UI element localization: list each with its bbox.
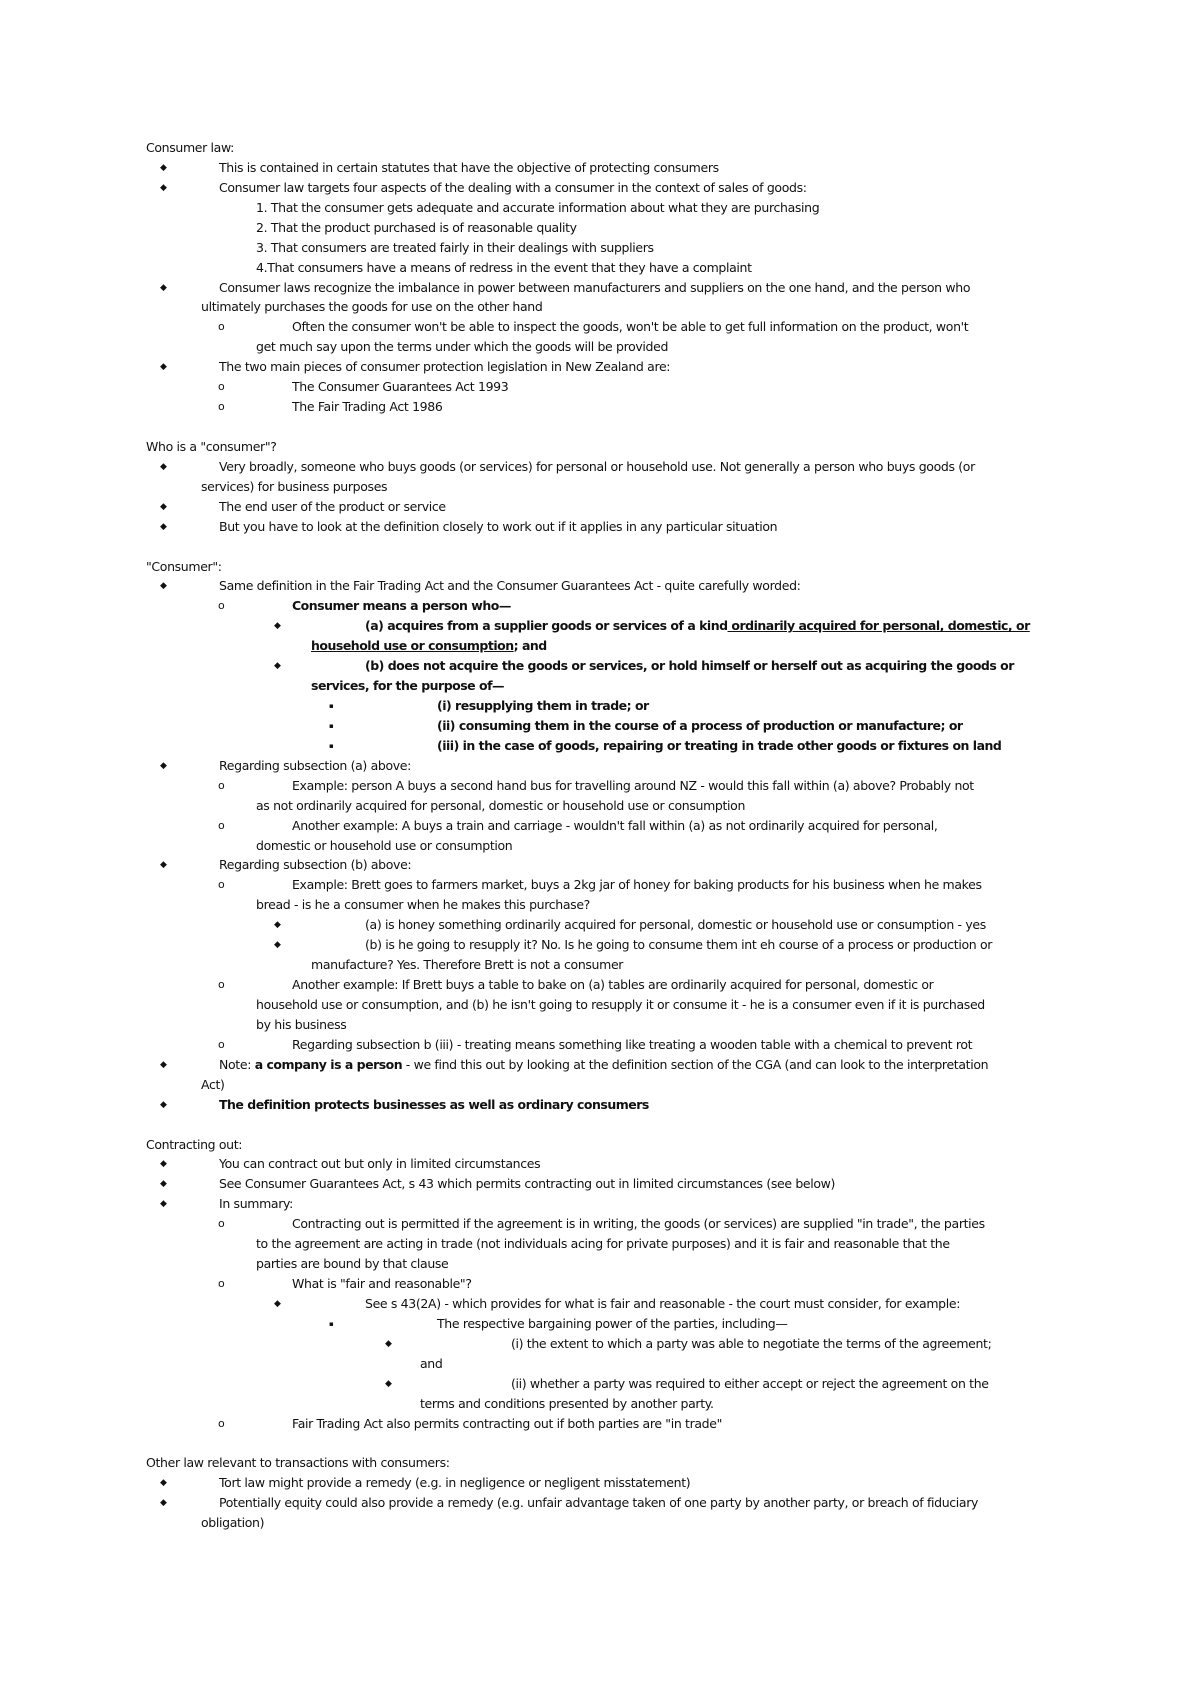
diamond-bullet-icon: ◆ [274, 621, 281, 632]
text-run: to the agreement are acting in trade (not individuals acing for private purposes) and it is fair and reasonable that the [256, 1236, 950, 1252]
list-item-text [219, 1473, 690, 1493]
square-bullet-icon: ▪ [329, 721, 334, 730]
text-run: (a) is honey something ordinarily acquired for personal, domestic or household use or consumption - yes [365, 917, 986, 933]
list-item-text [219, 1154, 540, 1174]
list-item-text [219, 1095, 649, 1115]
list-item-text [437, 716, 963, 736]
diamond-bullet-icon: ◆ [385, 1338, 392, 1349]
text-run: The two main pieces of consumer protection legislation in New Zealand are: [219, 359, 671, 375]
list-item-text [219, 756, 411, 776]
text-run: (i) resupplying them in trade; or [437, 698, 649, 714]
list-item-text [365, 915, 986, 935]
text-run: Example: Brett goes to farmers market, buys a 2kg jar of honey for baking products for his business when he makes [292, 877, 982, 893]
diamond-bullet-icon: ◆ [160, 1199, 167, 1210]
text-run: The Consumer Guarantees Act 1993 [292, 379, 509, 395]
text-run: Contracting out is permitted if the agreement is in writing, the goods (or services) are supplied "in trade", the parties [292, 1216, 985, 1232]
diamond-bullet-icon: ◆ [160, 1478, 167, 1489]
text-run: (a) acquires from a supplier goods or services of a kind [365, 618, 728, 634]
list-item-text [256, 1234, 950, 1254]
list-item-text [511, 1374, 989, 1394]
square-bullet-icon: ▪ [329, 1319, 334, 1328]
list-item-text [437, 736, 1001, 756]
text-run: manufacture? Yes. Therefore Brett is not a consumer [311, 957, 624, 973]
text-run: ; and [513, 638, 547, 654]
text-run: domestic or household use or consumption [256, 837, 513, 853]
text-run: Example: person A buys a second hand bus for travelling around NZ - would this fall within (a) above? Probably not [292, 777, 974, 793]
text-run: See s 43(2A) - which provides for what is fair and reasonable - the court must consider, for example: [365, 1295, 961, 1311]
section-heading: Consumer law: [146, 140, 235, 155]
text-run: Note: [219, 1056, 255, 1072]
circle-bullet-icon: o [218, 778, 225, 792]
numbered-item [256, 238, 654, 258]
diamond-bullet-icon: ◆ [274, 920, 281, 931]
text-run: Very broadly, someone who buys goods (or services) for personal or household use. Not generally a person who buys goods (or [219, 458, 975, 474]
diamond-bullet-icon: ◆ [160, 1159, 167, 1170]
list-item-text [420, 1354, 442, 1374]
list-item-text [219, 855, 411, 875]
circle-bullet-icon: o [218, 320, 225, 334]
circle-bullet-icon: o [218, 400, 225, 414]
section-heading: Who is a "consumer"? [146, 438, 277, 454]
list-item-text [256, 836, 512, 856]
text-run: Often the consumer won't be able to inspect the goods, won't be able to get full information on the product, won't [292, 319, 969, 335]
text-run: Fair Trading Act also permits contracting out if both parties are "in trade" [292, 1415, 723, 1431]
list-item-text [437, 696, 649, 716]
diamond-bullet-icon: ◆ [160, 860, 167, 871]
square-bullet-icon: ▪ [329, 702, 334, 711]
text-run: 1. That the consumer gets adequate and accurate information about what they are purchasing [256, 199, 820, 215]
diamond-bullet-icon: ◆ [160, 282, 167, 293]
list-item-text [292, 875, 982, 895]
diamond-bullet-icon: ◆ [160, 501, 167, 512]
list-item-text [219, 517, 777, 537]
text-run: The definition protects businesses as well as ordinary consumers [219, 1096, 649, 1112]
list-item-text [256, 895, 590, 915]
text-run: bread - is he a consumer when he makes this purchase? [256, 897, 590, 913]
circle-bullet-icon: o [218, 1037, 225, 1051]
text-run: (i) the extent to which a party was able to negotiate the terms of the agreement; [511, 1335, 992, 1351]
list-item-text [219, 497, 446, 517]
list-item-text [219, 1493, 978, 1513]
diamond-bullet-icon: ◆ [160, 362, 167, 373]
diamond-bullet-icon: ◆ [274, 661, 281, 672]
text-run: services, for the purpose of— [311, 678, 505, 694]
list-item-text [292, 1214, 985, 1234]
text-run: Consumer law targets four aspects of the dealing with a consumer in the context of sales of goods: [219, 179, 807, 195]
list-item-text [292, 1035, 972, 1055]
list-item-text [292, 1274, 472, 1294]
circle-bullet-icon: o [218, 1416, 225, 1430]
square-bullet-icon: ▪ [329, 741, 334, 750]
circle-bullet-icon: o [218, 1277, 225, 1290]
text-run: Regarding subsection b (iii) - treating means something like treating a wooden table with a chemical to prevent rot [292, 1036, 973, 1052]
text-run: and [420, 1355, 443, 1371]
text-run: Regarding subsection (a) above: [219, 757, 412, 773]
list-item-text [219, 178, 807, 198]
text-run: Tort law might provide a remedy (e.g. in negligence or negligent misstatement) [219, 1475, 691, 1491]
diamond-bullet-icon: ◆ [274, 940, 281, 951]
text-run: But you have to look at the definition closely to work out if it applies in any particular situation [219, 518, 778, 534]
circle-bullet-icon: o [218, 818, 225, 832]
diamond-bullet-icon: ◆ [160, 461, 167, 472]
diamond-bullet-icon: ◆ [160, 182, 167, 193]
text-run: (b) does not acquire the goods or services, or hold himself or herself out as acquiring the goods or [365, 658, 1014, 674]
list-item-text [292, 776, 974, 796]
list-item-text [219, 1174, 835, 1194]
text-run: services) for business purposes [201, 478, 388, 494]
diamond-bullet-icon: ◆ [160, 1099, 167, 1110]
list-item-text [292, 816, 938, 836]
text-run: Another example: A buys a train and carriage - wouldn't fall within (a) as not ordinarily acquired for personal, [292, 817, 938, 833]
text-run: Same definition in the Fair Trading Act and the Consumer Guarantees Act - quite carefully worded: [219, 578, 801, 594]
diamond-bullet-icon: ◆ [160, 581, 167, 592]
list-item-text [292, 596, 511, 616]
list-item-text [201, 297, 542, 317]
circle-bullet-icon: o [218, 380, 225, 394]
text-run: Consumer means a person who— [292, 598, 511, 614]
section-heading: Contracting out: [146, 1136, 243, 1152]
text-run: See Consumer Guarantees Act, s 43 which permits contracting out in limited circumstances (see below) [219, 1176, 836, 1192]
list-item-text [365, 616, 1030, 636]
numbered-item [256, 258, 752, 278]
bold-text: a company is a person [254, 1056, 403, 1072]
list-item-text [219, 1055, 988, 1075]
list-item-text [365, 935, 992, 955]
list-item-text [511, 1334, 991, 1354]
list-item-text [256, 1254, 448, 1274]
list-item-text [437, 1314, 788, 1334]
circle-bullet-icon: o [218, 878, 225, 892]
list-item-text [292, 377, 508, 397]
list-item-text [256, 1015, 346, 1035]
list-item-text [219, 357, 670, 377]
text-run: This is contained in certain statutes that have the objective of protecting consumers [219, 159, 719, 175]
underlined-text: household use or consumption [311, 638, 514, 654]
text-run: (iii) in the case of goods, repairing or treating in trade other goods or fixtures on land [437, 737, 1002, 753]
text-run: You can contract out but only in limited circumstances [219, 1156, 541, 1172]
list-item-text [219, 576, 801, 596]
list-item-text [256, 796, 745, 816]
circle-bullet-icon: o [218, 599, 225, 613]
text-run: parties are bound by that clause [256, 1256, 449, 1272]
numbered-item [256, 218, 577, 238]
text-run: Regarding subsection (b) above: [219, 857, 412, 873]
list-item-text [311, 676, 504, 696]
text-run: Another example: If Brett buys a table to bake on (a) tables are ordinarily acquired for personal, domestic or [292, 977, 934, 993]
list-item-text [292, 1414, 722, 1434]
list-item-text [219, 278, 970, 298]
text-run: as not ordinarily acquired for personal, domestic or household use or consumption [256, 797, 746, 813]
text-run: 4.That consumers have a means of redress in the event that they have a complaint [256, 259, 752, 275]
section-heading: "Consumer": [146, 558, 222, 574]
text-run: In summary: [219, 1196, 294, 1212]
diamond-bullet-icon: ◆ [160, 1498, 167, 1509]
text-run: get much say upon the terms under which the goods will be provided [256, 339, 669, 355]
underlined-text: ordinarily acquired for personal, domestic, or [727, 618, 1030, 634]
text-run: by his business [256, 1016, 347, 1032]
list-item-text [219, 1194, 293, 1214]
section-heading: Other law relevant to transactions with consumers: [146, 1455, 450, 1471]
text-run: 2. That the product purchased is of reasonable quality [256, 219, 577, 235]
diamond-bullet-icon: ◆ [160, 162, 167, 173]
numbered-item [256, 198, 819, 218]
text-run: The respective bargaining power of the parties, including— [437, 1315, 788, 1331]
text-run: Potentially equity could also provide a remedy (e.g. unfair advantage taken of one party by another party, or breach of fiduciary [219, 1495, 979, 1511]
list-item-text [311, 955, 623, 975]
list-item-text [256, 995, 985, 1015]
list-item-text [292, 317, 968, 337]
text-run: household use or consumption, and (b) he isn't going to resupply it or consume it - he is a consumer even if it is purchased [256, 996, 985, 1012]
list-item-text [292, 975, 933, 995]
text-run: What is "fair and reasonable"? [292, 1276, 472, 1291]
text-run: The end user of the product or service [219, 498, 446, 514]
text-run: terms and conditions presented by another party. [420, 1395, 714, 1411]
circle-bullet-icon: o [218, 1217, 225, 1231]
diamond-bullet-icon: ◆ [160, 521, 167, 532]
circle-bullet-icon: o [218, 978, 225, 992]
text-run: obligation) [201, 1515, 265, 1531]
list-item-text [219, 457, 975, 477]
list-item-text [219, 158, 719, 178]
text-run: 3. That consumers are treated fairly in their dealings with suppliers [256, 239, 654, 255]
text-run: (ii) consuming them in the course of a process of production or manufacture; or [437, 717, 963, 733]
diamond-bullet-icon: ◆ [385, 1378, 392, 1389]
diamond-bullet-icon: ◆ [274, 1298, 281, 1309]
list-item-text [256, 337, 668, 357]
text-run: Consumer laws recognize the imbalance in power between manufacturers and suppliers on the one hand, and the person who [219, 279, 971, 295]
list-item-text [365, 656, 1014, 676]
list-item-text [201, 1075, 225, 1095]
diamond-bullet-icon: ◆ [160, 1179, 167, 1190]
text-run: (b) is he going to resupply it? No. Is he going to consume them int eh course of a process or production or [365, 937, 993, 953]
diamond-bullet-icon: ◆ [160, 1059, 167, 1070]
text-run: The Fair Trading Act 1986 [292, 399, 443, 415]
text-run: - we find this out by looking at the definition section of the CGA (and can look to the interpretation [402, 1056, 989, 1072]
list-item-text [311, 636, 547, 656]
list-item-text [420, 1394, 714, 1414]
text-run: ultimately purchases the goods for use on the other hand [201, 299, 543, 315]
list-item-text [292, 397, 443, 417]
text-run: (ii) whether a party was required to either accept or reject the agreement on the [511, 1375, 989, 1391]
text-run: Act) [201, 1076, 225, 1092]
list-item-text [201, 1513, 264, 1533]
list-item-text [365, 1294, 960, 1314]
diamond-bullet-icon: ◆ [160, 760, 167, 771]
list-item-text [201, 477, 387, 497]
